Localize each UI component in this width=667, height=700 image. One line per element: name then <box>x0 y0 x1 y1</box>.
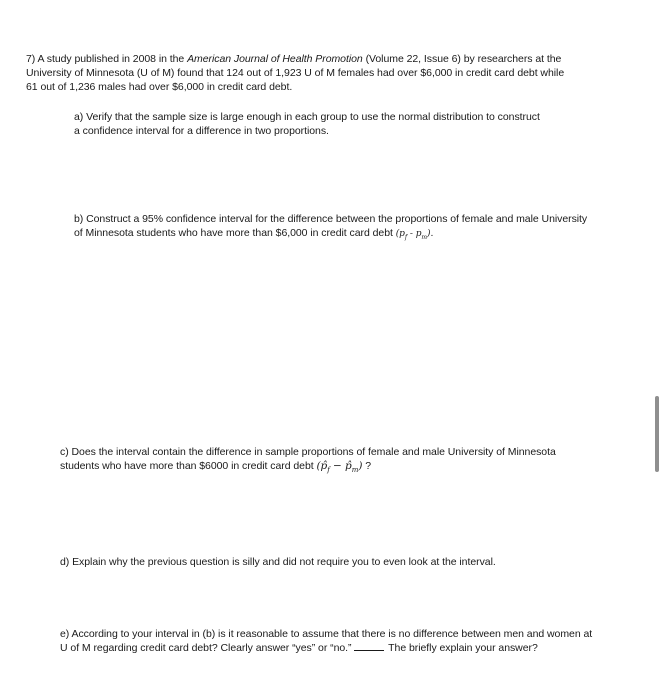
question-7-line-1-end: (Volume 22, Issue 6) by researchers at the <box>362 53 562 65</box>
part-b-sub-m: m <box>421 233 428 241</box>
part-b-math-mid: - p <box>407 229 422 239</box>
part-c <box>60 445 630 477</box>
part-c-sub-f: f <box>327 466 330 475</box>
part-c-math-mid: − p̂ <box>329 460 352 472</box>
part-a-line-1: a) Verify that the sample size is large enough in each group to use the normal distribution to construct <box>74 111 540 123</box>
part-e <box>60 627 640 655</box>
part-e-line-2-text: U of M regarding credit card debt? Clearly answer “yes” or “no.” <box>60 642 352 654</box>
part-e-line-1: e) According to your interval in (b) is it reasonable to assume that there is no difference between men and women at <box>60 628 593 640</box>
part-c-math-open: (p̂ <box>316 460 328 472</box>
part-b-math-expression <box>396 229 431 239</box>
question-7-line-1-start: 7) A study published in 2008 in the <box>26 53 188 65</box>
part-e-line-2-end: The briefly explain your answer? <box>385 642 538 654</box>
part-c-math-expression <box>316 460 363 475</box>
part-b-math-open: (p <box>395 229 405 239</box>
part-d-line-1: d) Explain why the previous question is silly and did not require you to even look at the interval. <box>60 556 496 568</box>
question-7-line-2: University of Minnesota (U of M) found that 124 out of 1,923 U of M females had over $6,000 in credit card debt while <box>26 67 565 79</box>
part-c-sub-m: m <box>351 466 359 475</box>
part-b-line-2 <box>74 226 644 245</box>
question-7-line-3: 61 out of 1,236 males had over $6,000 in credit card debt. <box>26 81 293 93</box>
part-a-line-2: a confidence interval for a difference in two proportions. <box>74 125 329 137</box>
part-e-line-2 <box>60 641 640 655</box>
question-7-stem <box>26 52 626 94</box>
part-a <box>74 110 634 138</box>
part-c-line-2-text: students who have more than $6000 in credit card debt <box>60 460 317 472</box>
question-7-line-1 <box>26 52 626 66</box>
part-d <box>60 555 630 569</box>
part-b-math-close: ) <box>427 229 431 239</box>
journal-title: American Journal of Health Promotion <box>187 53 363 65</box>
part-b <box>74 212 644 245</box>
part-c-question-mark: ? <box>362 460 372 472</box>
part-c-line-1: c) Does the interval contain the difference in sample proportions of female and male University of Minnesota <box>60 446 556 458</box>
part-b-line-2-text: of Minnesota students who have more than $6,000 in credit card debt <box>74 227 396 239</box>
part-c-line-2 <box>60 459 630 477</box>
answer-blank[interactable] <box>354 641 384 651</box>
part-b-sub-f: f <box>404 233 408 241</box>
part-b-line-1: b) Construct a 95% confidence interval for the difference between the proportions of female and male University <box>74 213 588 225</box>
part-c-math-close: ) <box>358 460 363 472</box>
part-b-period: . <box>430 227 434 239</box>
vertical-scrollbar-thumb[interactable] <box>655 396 659 472</box>
